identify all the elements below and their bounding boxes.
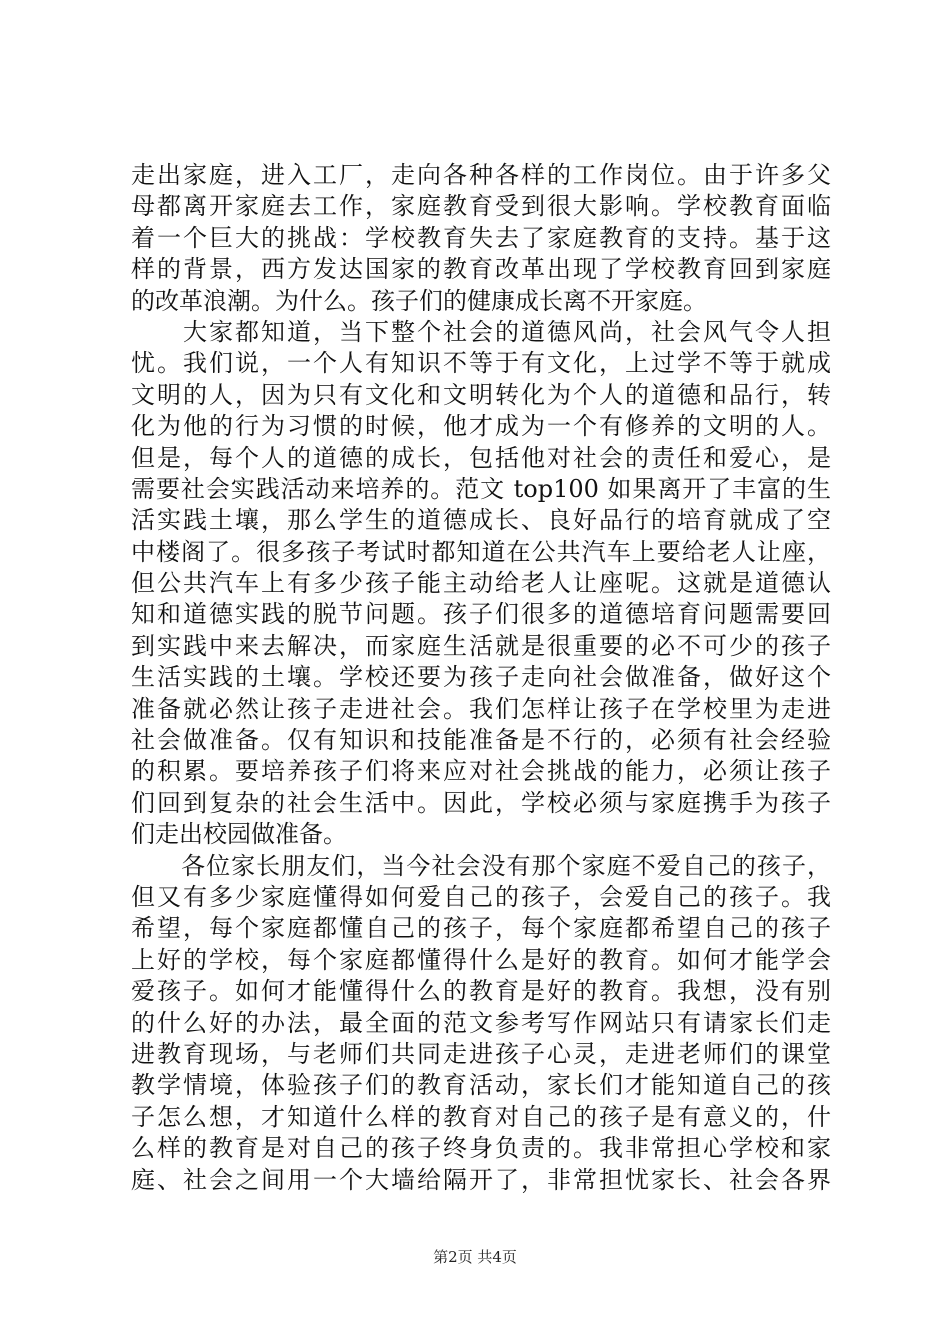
- text-line: 着一个巨大的挑战：学校教育失去了家庭教育的支持。基于这: [131, 223, 831, 252]
- text-line: 爱孩子。如何才能懂得什么的教育是好的教育。我想，没有别: [131, 977, 831, 1006]
- text-line: 但又有多少家庭懂得如何爱自己的孩子，会爱自己的孩子。我: [131, 882, 831, 911]
- text-line: 上好的学校，每个家庭都懂得什么是好的教育。如何才能学会: [131, 945, 831, 974]
- text-line: 进教育现场，与老师们共同走进孩子心灵，走进老师们的课堂: [131, 1039, 831, 1068]
- text-line: 的什么好的办法，最全面的范文参考写作网站只有请家长们走: [131, 1008, 831, 1037]
- text-line: 们回到复杂的社会生活中。因此，学校必须与家庭携手为孩子: [131, 788, 831, 817]
- text-line: 的改革浪潮。为什么。孩子们的健康成长离不开家庭。: [131, 286, 707, 315]
- text-line: 到实践中来去解决，而家庭生活就是很重要的必不可少的孩子: [131, 631, 831, 660]
- text-line: 忧。我们说，一个人有知识不等于有文化，上过学不等于就成: [131, 349, 831, 378]
- text-line: 子怎么想，才知道什么样的教育对自己的孩子是有意义的，什: [131, 1102, 831, 1131]
- text-line: 母都离开家庭去工作，家庭教育受到很大影响。学校教育面临: [131, 192, 831, 221]
- text-line: 大家都知道，当下整个社会的道德风尚，社会风气令人担: [131, 317, 831, 346]
- text-line: 中楼阁了。很多孩子考试时都知道在公共汽车上要给老人让座，: [131, 537, 831, 566]
- text-line: 各位家长朋友们，当今社会没有那个家庭不爱自己的孩子，: [131, 851, 831, 880]
- text-line: 希望，每个家庭都懂自己的孩子，每个家庭都希望自己的孩子: [131, 914, 831, 943]
- text-line: 知和道德实践的脱节问题。孩子们很多的道德培育问题需要回: [131, 600, 831, 629]
- text-line: 教学情境，体验孩子们的教育活动，家长们才能知道自己的孩: [131, 1071, 831, 1100]
- text-line: 但公共汽车上有多少孩子能主动给老人让座呢。这就是道德认: [131, 569, 831, 598]
- text-line: 的积累。要培养孩子们将来应对社会挑战的能力，必须让孩子: [131, 757, 831, 786]
- text-line: 但是，每个人的道德的成长，包括他对社会的责任和爱心，是: [131, 443, 831, 472]
- text-line: 化为他的行为习惯的时候，他才成为一个有修养的文明的人。: [131, 412, 831, 441]
- text-line: 庭、社会之间用一个大墙给隔开了，非常担忧家长、社会各界: [131, 1165, 831, 1194]
- text-line: 样的背景，西方发达国家的教育改革出现了学校教育回到家庭: [131, 255, 831, 284]
- text-line: 生活实践的土壤。学校还要为孩子走向社会做准备，做好这个: [131, 663, 831, 692]
- text-line: 需要社会实践活动来培养的。范文 top100 如果离开了丰富的生: [131, 474, 831, 503]
- text-line: 准备就必然让孩子走进社会。我们怎样让孩子在学校里为走进: [131, 694, 831, 723]
- text-line: 文明的人，因为只有文化和文明转化为个人的道德和品行，转: [131, 380, 831, 409]
- text-line: 么样的教育是对自己的孩子终身负责的。我非常担心学校和家: [131, 1134, 831, 1163]
- body-text: [131, 160, 831, 1196]
- text-line: 活实践土壤，那么学生的道德成长、良好品行的培育就成了空: [131, 506, 831, 535]
- text-line: 们走出校园做准备。: [131, 820, 347, 849]
- text-line: 走出家庭，进入工厂，走向各种各样的工作岗位。由于许多父: [131, 161, 831, 189]
- page-footer: 第2页 共4页: [433, 1248, 517, 1266]
- text-line: 社会做准备。仅有知识和技能准备是不行的，必须有社会经验: [131, 726, 831, 755]
